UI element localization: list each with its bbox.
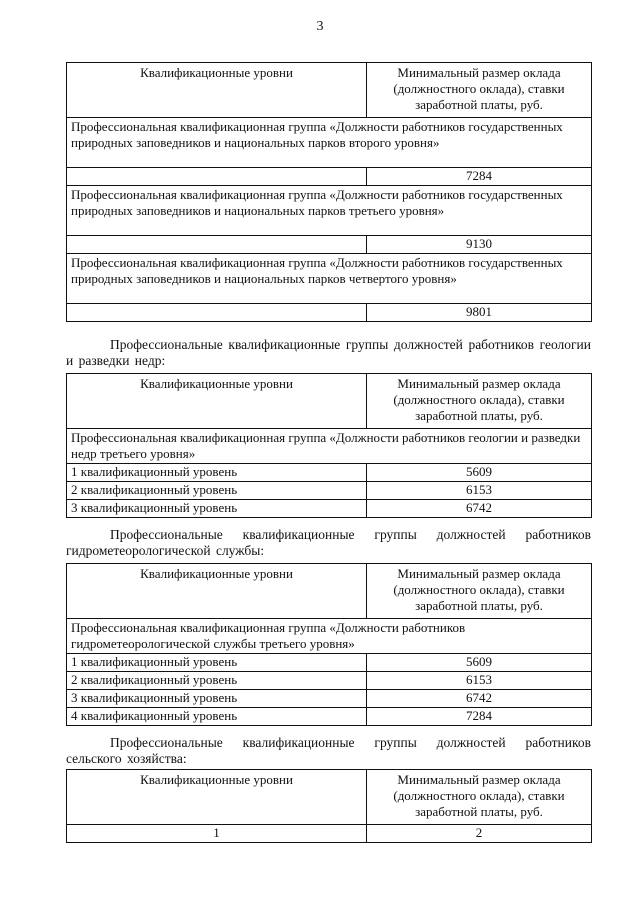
group-label: Профессиональная квалификационная группа «Должности работников государственных природных заповедников и национальных парков четвертого уровня» (67, 254, 592, 304)
section-intro-hydromet: Профессиональные квалификационные группы должностей работников гидрометеорологической службы: (66, 527, 591, 558)
header-min-salary: Минимальный размер оклада (должностного оклада), ставки заработной платы, руб. (367, 564, 592, 619)
table-header-row (67, 63, 592, 118)
column-number-row (67, 825, 592, 843)
level-row (67, 708, 592, 726)
salary-value: 6153 (367, 482, 592, 500)
level-label: 3 квалификационный уровень (67, 690, 367, 708)
value-row (67, 236, 592, 254)
column-number: 2 (367, 825, 592, 843)
group-row (67, 118, 592, 168)
empty-cell (67, 168, 367, 186)
level-row (67, 690, 592, 708)
empty-cell (67, 304, 367, 322)
empty-cell (67, 236, 367, 254)
header-min-salary: Минимальный размер оклада (должностного оклада), ставки заработной платы, руб. (367, 63, 592, 118)
level-row (67, 482, 592, 500)
level-label: 4 квалификационный уровень (67, 708, 367, 726)
group-row (67, 619, 592, 654)
section-intro-agriculture: Профессиональные квалификационные группы должностей работников сельского хозяйства: (66, 735, 591, 766)
level-label: 3 квалификационный уровень (67, 500, 367, 518)
level-label: 1 квалификационный уровень (67, 654, 367, 672)
header-min-salary: Минимальный размер оклада (должностного оклада), ставки заработной платы, руб. (367, 374, 592, 429)
value-row (67, 168, 592, 186)
salary-value: 9130 (367, 236, 592, 254)
salary-value: 6742 (367, 500, 592, 518)
group-label: Профессиональная квалификационная группа «Должности работников геологии и разведки недр третьего уровня» (67, 429, 592, 464)
salary-value: 7284 (367, 168, 592, 186)
salary-value: 9801 (367, 304, 592, 322)
table-header-row (67, 770, 592, 825)
table-hydromet (66, 563, 592, 726)
header-qualification-levels: Квалификационные уровни (67, 770, 367, 825)
level-label: 2 квалификационный уровень (67, 482, 367, 500)
salary-value: 6153 (367, 672, 592, 690)
table-header-row (67, 564, 592, 619)
column-number: 1 (67, 825, 367, 843)
group-label: Профессиональная квалификационная группа «Должности работников государственных природных заповедников и национальных парков третьего уровня» (67, 186, 592, 236)
header-qualification-levels: Квалификационные уровни (67, 374, 367, 429)
level-label: 2 квалификационный уровень (67, 672, 367, 690)
header-min-salary: Минимальный размер оклада (должностного оклада), ставки заработной платы, руб. (367, 770, 592, 825)
level-label: 1 квалификационный уровень (67, 464, 367, 482)
section-intro-geology: Профессиональные квалификационные группы должностей работников геологии и разведки недр: (66, 337, 591, 368)
table-nature-reserves (66, 62, 592, 322)
group-label: Профессиональная квалификационная группа «Должности работников государственных природных заповедников и национальных парков второго уровня» (67, 118, 592, 168)
salary-value: 7284 (367, 708, 592, 726)
level-row (67, 672, 592, 690)
header-qualification-levels: Квалификационные уровни (67, 564, 367, 619)
group-label: Профессиональная квалификационная группа «Должности работников гидрометеорологической службы третьего уровня» (67, 619, 592, 654)
group-row (67, 429, 592, 464)
table-agriculture (66, 769, 592, 843)
salary-value: 5609 (367, 654, 592, 672)
group-row (67, 254, 592, 304)
level-row (67, 654, 592, 672)
table-header-row (67, 374, 592, 429)
level-row (67, 464, 592, 482)
group-row (67, 186, 592, 236)
page-number: 3 (316, 19, 324, 34)
header-qualification-levels: Квалификационные уровни (67, 63, 367, 118)
salary-value: 5609 (367, 464, 592, 482)
value-row (67, 304, 592, 322)
salary-value: 6742 (367, 690, 592, 708)
level-row (67, 500, 592, 518)
table-geology (66, 373, 592, 518)
